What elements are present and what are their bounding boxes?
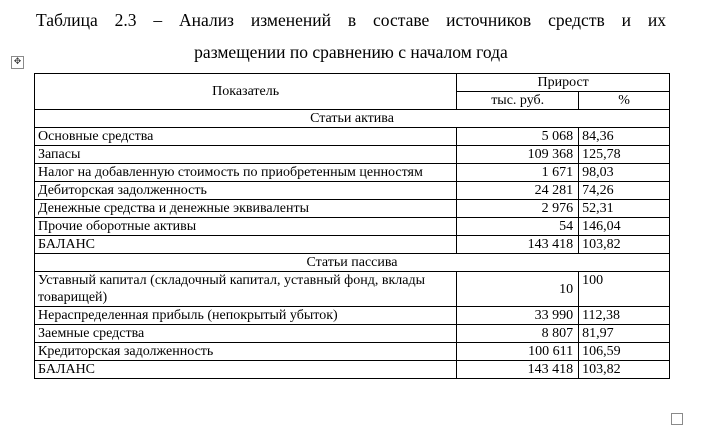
- header-percent: %: [579, 92, 670, 110]
- row-value: 100 611: [457, 343, 579, 361]
- analysis-table: [34, 73, 670, 379]
- table-caption: [36, 6, 666, 66]
- row-value: 5 068: [457, 128, 579, 146]
- caption-line-1: Таблица 2.3 – Анализ изменений в составе источников средств и их: [36, 10, 666, 30]
- row-value: 54: [457, 218, 579, 236]
- row-value: 24 281: [457, 182, 579, 200]
- caption-line-2: размещении по сравнению с началом года: [194, 42, 508, 62]
- header-thousand-rub: тыс. руб.: [457, 92, 579, 110]
- row-label: Нераспределенная прибыль (непокрытый убыток): [35, 307, 457, 325]
- row-percent: 103,82: [579, 361, 670, 379]
- row-value: 33 990: [457, 307, 579, 325]
- section-row-liabilities: [35, 254, 670, 272]
- move-cross-icon[interactable]: ✥: [11, 56, 24, 69]
- table-row: [35, 182, 670, 200]
- row-label: Основные средства: [35, 128, 457, 146]
- row-percent: 74,26: [579, 182, 670, 200]
- table-row: [35, 307, 670, 325]
- row-percent: 84,36: [579, 128, 670, 146]
- header-row-1: [35, 74, 670, 92]
- row-label: БАЛАНС: [35, 236, 457, 254]
- row-value: 2 976: [457, 200, 579, 218]
- row-percent: 52,31: [579, 200, 670, 218]
- row-percent: 100: [579, 272, 670, 307]
- row-label: Уставный капитал (складочный капитал, уставный фонд, вклады товарищей): [35, 272, 457, 307]
- row-value: 1 671: [457, 164, 579, 182]
- row-percent: 146,04: [579, 218, 670, 236]
- row-value: 143 418: [457, 361, 579, 379]
- table-row: [35, 146, 670, 164]
- row-label: Налог на добавленную стоимость по приобретенным ценностям: [35, 164, 457, 182]
- row-percent: 81,97: [579, 325, 670, 343]
- row-label: Заемные средства: [35, 325, 457, 343]
- row-label: Кредиторская задолженность: [35, 343, 457, 361]
- row-percent: 106,59: [579, 343, 670, 361]
- row-label: БАЛАНС: [35, 361, 457, 379]
- table-row: [35, 164, 670, 182]
- table-row: [35, 343, 670, 361]
- row-percent: 98,03: [579, 164, 670, 182]
- row-label: Запасы: [35, 146, 457, 164]
- row-label: Дебиторская задолженность: [35, 182, 457, 200]
- header-indicator: Показатель: [35, 74, 457, 110]
- row-label: Прочие оборотные активы: [35, 218, 457, 236]
- table-row: [35, 218, 670, 236]
- row-percent: 125,78: [579, 146, 670, 164]
- section-row-assets: [35, 110, 670, 128]
- section-title-liabilities: Статьи пассива: [35, 254, 670, 272]
- row-percent: 103,82: [579, 236, 670, 254]
- row-value: 8 807: [457, 325, 579, 343]
- table-row: [35, 272, 670, 307]
- resize-handle-icon[interactable]: [671, 413, 683, 425]
- table-row: [35, 200, 670, 218]
- header-growth: Прирост: [457, 74, 670, 92]
- row-value: 10: [457, 272, 579, 307]
- total-row-assets: [35, 236, 670, 254]
- total-row-liabilities: [35, 361, 670, 379]
- section-title-assets: Статьи актива: [35, 110, 670, 128]
- row-value: 109 368: [457, 146, 579, 164]
- row-label: Денежные средства и денежные эквиваленты: [35, 200, 457, 218]
- row-value: 143 418: [457, 236, 579, 254]
- row-percent: 112,38: [579, 307, 670, 325]
- table-row: [35, 325, 670, 343]
- table-row: [35, 128, 670, 146]
